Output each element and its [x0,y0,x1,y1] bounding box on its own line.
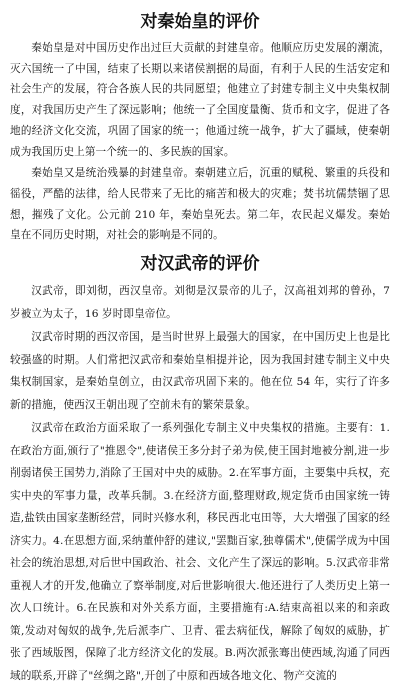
title-han-wudi: 对汉武帝的评价 [140,254,260,275]
section-qin-shihuang [10,38,390,246]
paragraph: 秦始皇是对中国历史作出过巨大贡献的封建皇帝。他顺应历史发展的潮流，灭六国统一了中国，结束了长期以来诸侯割据的局面，有利于人民的生活安定和社会生产的发展，符合各族人民的共同愿望；他建立了封建专制主义中央集权制度，对我国历史产生了深远影响；他统一了全国度量衡、货币和文字，促进了各地的经济文化交流，巩固了国家的统一；他通过统一战争，扩大了疆域，使秦朝成为我国历史上第一个统一的、多民族的国家。 [10,42,390,158]
paragraph: 秦始皇又是统治残暴的封建皇帝。秦朝建立后，沉重的赋税、繁重的兵役和徭役，严酷的法律，给人民带来了无比的痛苦和极大的灾难；焚书坑儒禁锢了思想，摧残了文化。公元前 210 年，秦始皇死去。第二年，农民起义爆发。秦始皇在不同历史时期，对社会的影响是不同的。 [10,167,390,242]
paragraph: 汉武帝，即刘彻，西汉皇帝。刘彻是汉景帝的儿子，汉高祖刘邦的曾孙，7 岁被立为太子，16 岁时即皇帝位。 [10,285,390,320]
paragraph: 汉武帝时期的西汉帝国，是当时世界上最强大的国家，在中国历史上也是比较强盛的时期。人们常把汉武帝和秦始皇相提并论，因为我国封建专制主义中央集权制国家，是秦始皇创立，由汉武帝巩固下来的。他在位 54 年，实行了许多新的措施，使西汉王朝出现了空前未有的繁荣景象。 [10,331,390,411]
section-han-wudi [10,280,390,687]
paragraph: 汉武帝在政治方面采取了一系列强化专制主义中央集权的措施。主要有：1.在政治方面,颁行了"推恩令",使诸侯王多分封子弟为侯,使王国封地被分割,进一步削弱诸侯王国势力,消除了王国对中央的威胁。2.在军事方面，主要集中兵权，充实中央的军事力量，改革兵制。3.在经济方面,整理财政,规定货币由国家统一铸造,盐铁由国家垄断经营，同时兴修水利，移民西北屯田等，大大增强了国家的经济实力。4.在思想方面,采纳董仲舒的建议,"罢黜百家,独尊儒术",使儒学成为中国社会的统治思想,对后世中国政治、社会、文化产生了深远的影响。5.汉武帝非常重视人才的开发,他确立了察举制度,对后世影响很大.他还进行了人类历史上第一次人口统计。6.在民族和对外关系方面，主要措施有:A.结束高祖以来的和亲政策,发动对匈奴的战争,先后派李广、卫青、霍去病征伐，解除了匈奴的威胁，扩张了西域版图，保障了北方经济文化的发展。B.两次派张骞出使西域,沟通了同西域的联系,开辟了"丝绸之路",开创了中原和西域各地文化、物产交流的 [10,422,390,682]
title-qin-shihuang: 对秦始皇的评价 [140,12,260,32]
